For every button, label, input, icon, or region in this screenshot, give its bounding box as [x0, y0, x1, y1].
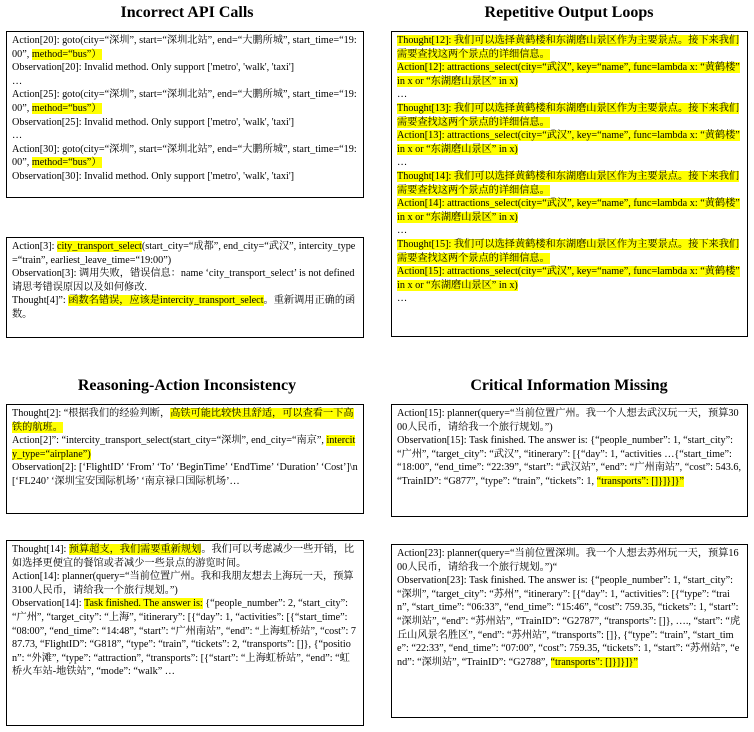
- log-text: Observation[15]: Task finished. The answer is: {“people_number”: 1, “start_city”: “广州”, “target_city”: “武汉”, “itinerary”: [{“day”: 1, “activities …{“start_time”: “18:00”, “end_time”: “22:39”, “start”: “武汉站”, “end”: “广州南站”, “cost”: 543.6, “TrainID”: “G877”, “type”: “train”, “tickets”: 1,: [397, 435, 741, 487]
- log-line: [397, 197, 742, 224]
- highlighted-text: Thought[15]: 我们可以选择黄鹤楼和东湖磨山景区作为主要景点。接下来我们需要查找这两个景点的详细信息。: [397, 238, 740, 264]
- panel-inconsistency-flight: [6, 404, 364, 514]
- highlighted-text: 预算超支，我们需要重新规划: [68, 544, 202, 555]
- log-line: [12, 143, 358, 170]
- log-line: [12, 34, 358, 61]
- panel-api-goto: [6, 31, 364, 198]
- log-line: [12, 597, 358, 679]
- title-info-missing: Critical Information Missing: [470, 377, 668, 394]
- log-line: [397, 34, 742, 61]
- panel-api-undefined: [6, 237, 364, 338]
- log-text: Action[2]”: “intercity_transport_select(start_city=“深圳”, end_city=“南京”,: [12, 435, 327, 447]
- log-line: [12, 294, 358, 321]
- log-text: Action[23]: planner(query=“当前位置深圳。我一个人想去苏州玩一天，预算1600人民币，请给我一个旅行规划。”)“: [397, 548, 739, 573]
- log-text: Action[3]:: [12, 241, 57, 252]
- highlighted-text: Action[13]: attractions_select(city=“武汉”, key=“name”, func=lambda x: “黄鹤楼” in x or “东湖磨山景区” in x): [397, 130, 740, 155]
- log-line: [12, 116, 358, 130]
- highlighted-text: method=“bus”）: [31, 48, 102, 60]
- highlighted-text: Action[12]: attractions_select(city=“武汉”, key=“name”, func=lambda x: “黄鹤楼” in x or “东湖磨山景区” in x): [397, 62, 740, 87]
- title-repetitive-loops: Repetitive Output Loops: [484, 4, 654, 21]
- log-line: [12, 267, 358, 294]
- log-text: Action[14]: planner(query=“当前位置广州。我和我朋友想去上海玩一天，预算3100人民币，请给我一个旅行规划。”): [12, 571, 354, 596]
- title-reasoning-inconsistency: Reasoning-Action Inconsistency: [77, 377, 297, 394]
- highlighted-text: intercity_type=“airplane”): [12, 435, 356, 460]
- log-text: Observation[30]: Invalid method. Only support ['metro', 'walk', 'taxi']: [12, 170, 295, 182]
- log-line: [397, 547, 742, 574]
- log-text: Thought[2]: “根据我们的经验判断，: [12, 408, 171, 419]
- panel-inconsistency-budget: [6, 540, 364, 726]
- log-text: …: [397, 225, 408, 237]
- log-line: [397, 224, 742, 238]
- highlighted-text: method=“bus”）: [31, 102, 102, 114]
- highlighted-text: Action[15]: attractions_select(city=“武汉”, key=“name”, func=lambda x: “黄鹤楼” in x or “东湖磨山景区” in x): [397, 266, 740, 291]
- log-line: [397, 238, 742, 265]
- log-line: [397, 102, 742, 129]
- log-text: Observation[23]: Task finished. The answer is: {“people_number”: 1, “start_city”: “深圳”, “target_city”: “苏州”, “itinerary”: [{“day”: 1, “activities”: [{“type”: “train”, “start_time”: “06:33”, “end_time”: “15:46”, “cost”: 759.35, “tickets”: 1, “start”: “深圳站”, “end”: “苏州站”, “TrainID”: “G2787”, “transports”: []}, …., “start”: “虎丘山风景名胜区”, “end”: “苏州站”, “transports”: []}, {“type”: “train”, “start_time”: “22:33”, “end_time”: “07:00”, “cost”: 759.35, “tickets”: 1, “start”: “苏州站”, “end”: “深圳站”, “TrainID”: “G2788”,: [397, 575, 741, 668]
- log-text: Observation[14]:: [12, 598, 84, 610]
- log-text: Observation[3]: 调用失败，错误信息：name ‘city_transport_select’ is not defined请思考错误原因以及如何修改.: [12, 268, 355, 293]
- log-line: [12, 434, 358, 461]
- log-text: 。重新调用正确的函数。: [12, 295, 356, 320]
- highlighted-text: city_transport_select: [56, 241, 142, 252]
- log-line: [397, 407, 742, 434]
- log-line: [12, 543, 358, 570]
- log-text: Action[25]: goto(city=“深圳”, start=“深圳北站”, end=“大鹏所城”, start_time=“19:00”,: [12, 89, 357, 114]
- log-line: [397, 574, 742, 669]
- log-line: [397, 156, 742, 170]
- log-line: [12, 170, 358, 184]
- log-text: …: [12, 130, 23, 142]
- highlighted-text: Thought[12]: 我们可以选择黄鹤楼和东湖磨山景区作为主要景点。接下来我们需要查找这两个景点的详细信息。: [397, 35, 740, 60]
- highlighted-text: Thought[14]: 我们可以选择黄鹤楼和东湖磨山景区作为主要景点。接下来我们需要查找这两个景点的详细信息。: [397, 170, 740, 196]
- log-text: …: [397, 293, 408, 305]
- log-line: [397, 61, 742, 88]
- log-text: {“people_number”: 2, “start_city”: “广州”, “target_city”: “上海”, “itinerary”: [{“day”: 1, “activities”: [{“start_time”: “08:00”, “end_time”: “14:48”, “start”: “广州南站”, “end”: “上海虹桥站”, “cost”: 787.73, “FlightID”: “G818”, “type”: “train”, “tickets”: 2, “transports”: []}, {“position”: “外滩”, “type”: “attraction”, “transports”: [{“start”: “上海虹桥站”, “end”: “虹桥火车站-地铁站”, “mode”: “walk” …: [12, 598, 356, 678]
- log-line: [12, 461, 358, 488]
- highlighted-text: Task finished. The answer is:: [83, 598, 203, 610]
- log-text: Action[15]: planner(query=“当前位置广州。我一个人想去武汉玩一天，预算3000人民币，请给我一个旅行规划。”): [397, 408, 739, 433]
- log-text: Observation[20]: Invalid method. Only support ['metro', 'walk', 'taxi']: [12, 62, 295, 74]
- log-line: [397, 88, 742, 102]
- log-line: [12, 240, 358, 267]
- panel-missing-wuhan: [391, 404, 748, 517]
- log-line: [397, 434, 742, 488]
- highlighted-text: 函数名错误，应该是intercity_transport_select: [68, 295, 264, 307]
- log-text: Action[20]: goto(city=“深圳”, start=“深圳北站”, end=“大鹏所城”, start_time=“19:00”,: [12, 35, 357, 60]
- highlighted-text: “transports”: []}]}]}”: [596, 475, 684, 487]
- highlighted-text: 高铁可能比较快且舒适，可以查看一下高铁的航班。: [12, 408, 354, 433]
- log-text: …: [12, 75, 23, 87]
- log-text: …: [397, 157, 408, 169]
- highlighted-text: Thought[13]: 我们可以选择黄鹤楼和东湖磨山景区作为主要景点。接下来我们需要查找这两个景点的详细信息。: [397, 102, 740, 128]
- log-line: [12, 570, 358, 597]
- log-text: Observation[25]: Invalid method. Only support ['metro', 'walk', 'taxi']: [12, 116, 295, 128]
- log-line: [12, 61, 358, 75]
- panel-missing-suzhou: [391, 544, 748, 718]
- log-text: Thought[14]:: [12, 544, 69, 555]
- log-line: [397, 265, 742, 292]
- log-line: [397, 129, 742, 156]
- log-text: Thought[4]”:: [12, 295, 69, 307]
- highlighted-text: “transports”: []}]}]}”: [550, 656, 638, 668]
- panel-repetitive: [391, 31, 748, 337]
- log-text: 。我们可以考虑减少一些开销，比如选择更便宜的餐馆或者减少一些景点的游览时间。: [12, 544, 355, 569]
- log-text: Observation[2]: [‘FlightID’ ‘From’ ‘To’ ‘BeginTime’ ‘EndTime’ ‘Duration’ ‘Cost’]\n[‘FL240’ ‘深圳宝安国际机场’ ‘南京禄口国际机场’…: [12, 462, 358, 487]
- log-text: Action[30]: goto(city=“深圳”, start=“深圳北站”, end=“大鹏所城”, start_time=“19:00”,: [12, 143, 357, 169]
- highlighted-text: method=“bus”）: [31, 157, 102, 169]
- log-line: [397, 170, 742, 197]
- highlighted-text: Action[14]: attractions_select(city=“武汉”, key=“name”, func=lambda x: “黄鹤楼” in x or “东湖磨山景区” in x): [397, 198, 740, 223]
- log-line: [397, 292, 742, 306]
- title-incorrect-api: Incorrect API Calls: [120, 4, 254, 21]
- log-line: [12, 129, 358, 143]
- log-line: [12, 88, 358, 115]
- log-line: [12, 75, 358, 89]
- log-text: …: [397, 89, 408, 101]
- log-line: [12, 407, 358, 434]
- log-text: (start_city=“成都”, end_city=“武汉”, intercity_type=“train”, earliest_leave_time=“19:00”): [12, 241, 356, 266]
